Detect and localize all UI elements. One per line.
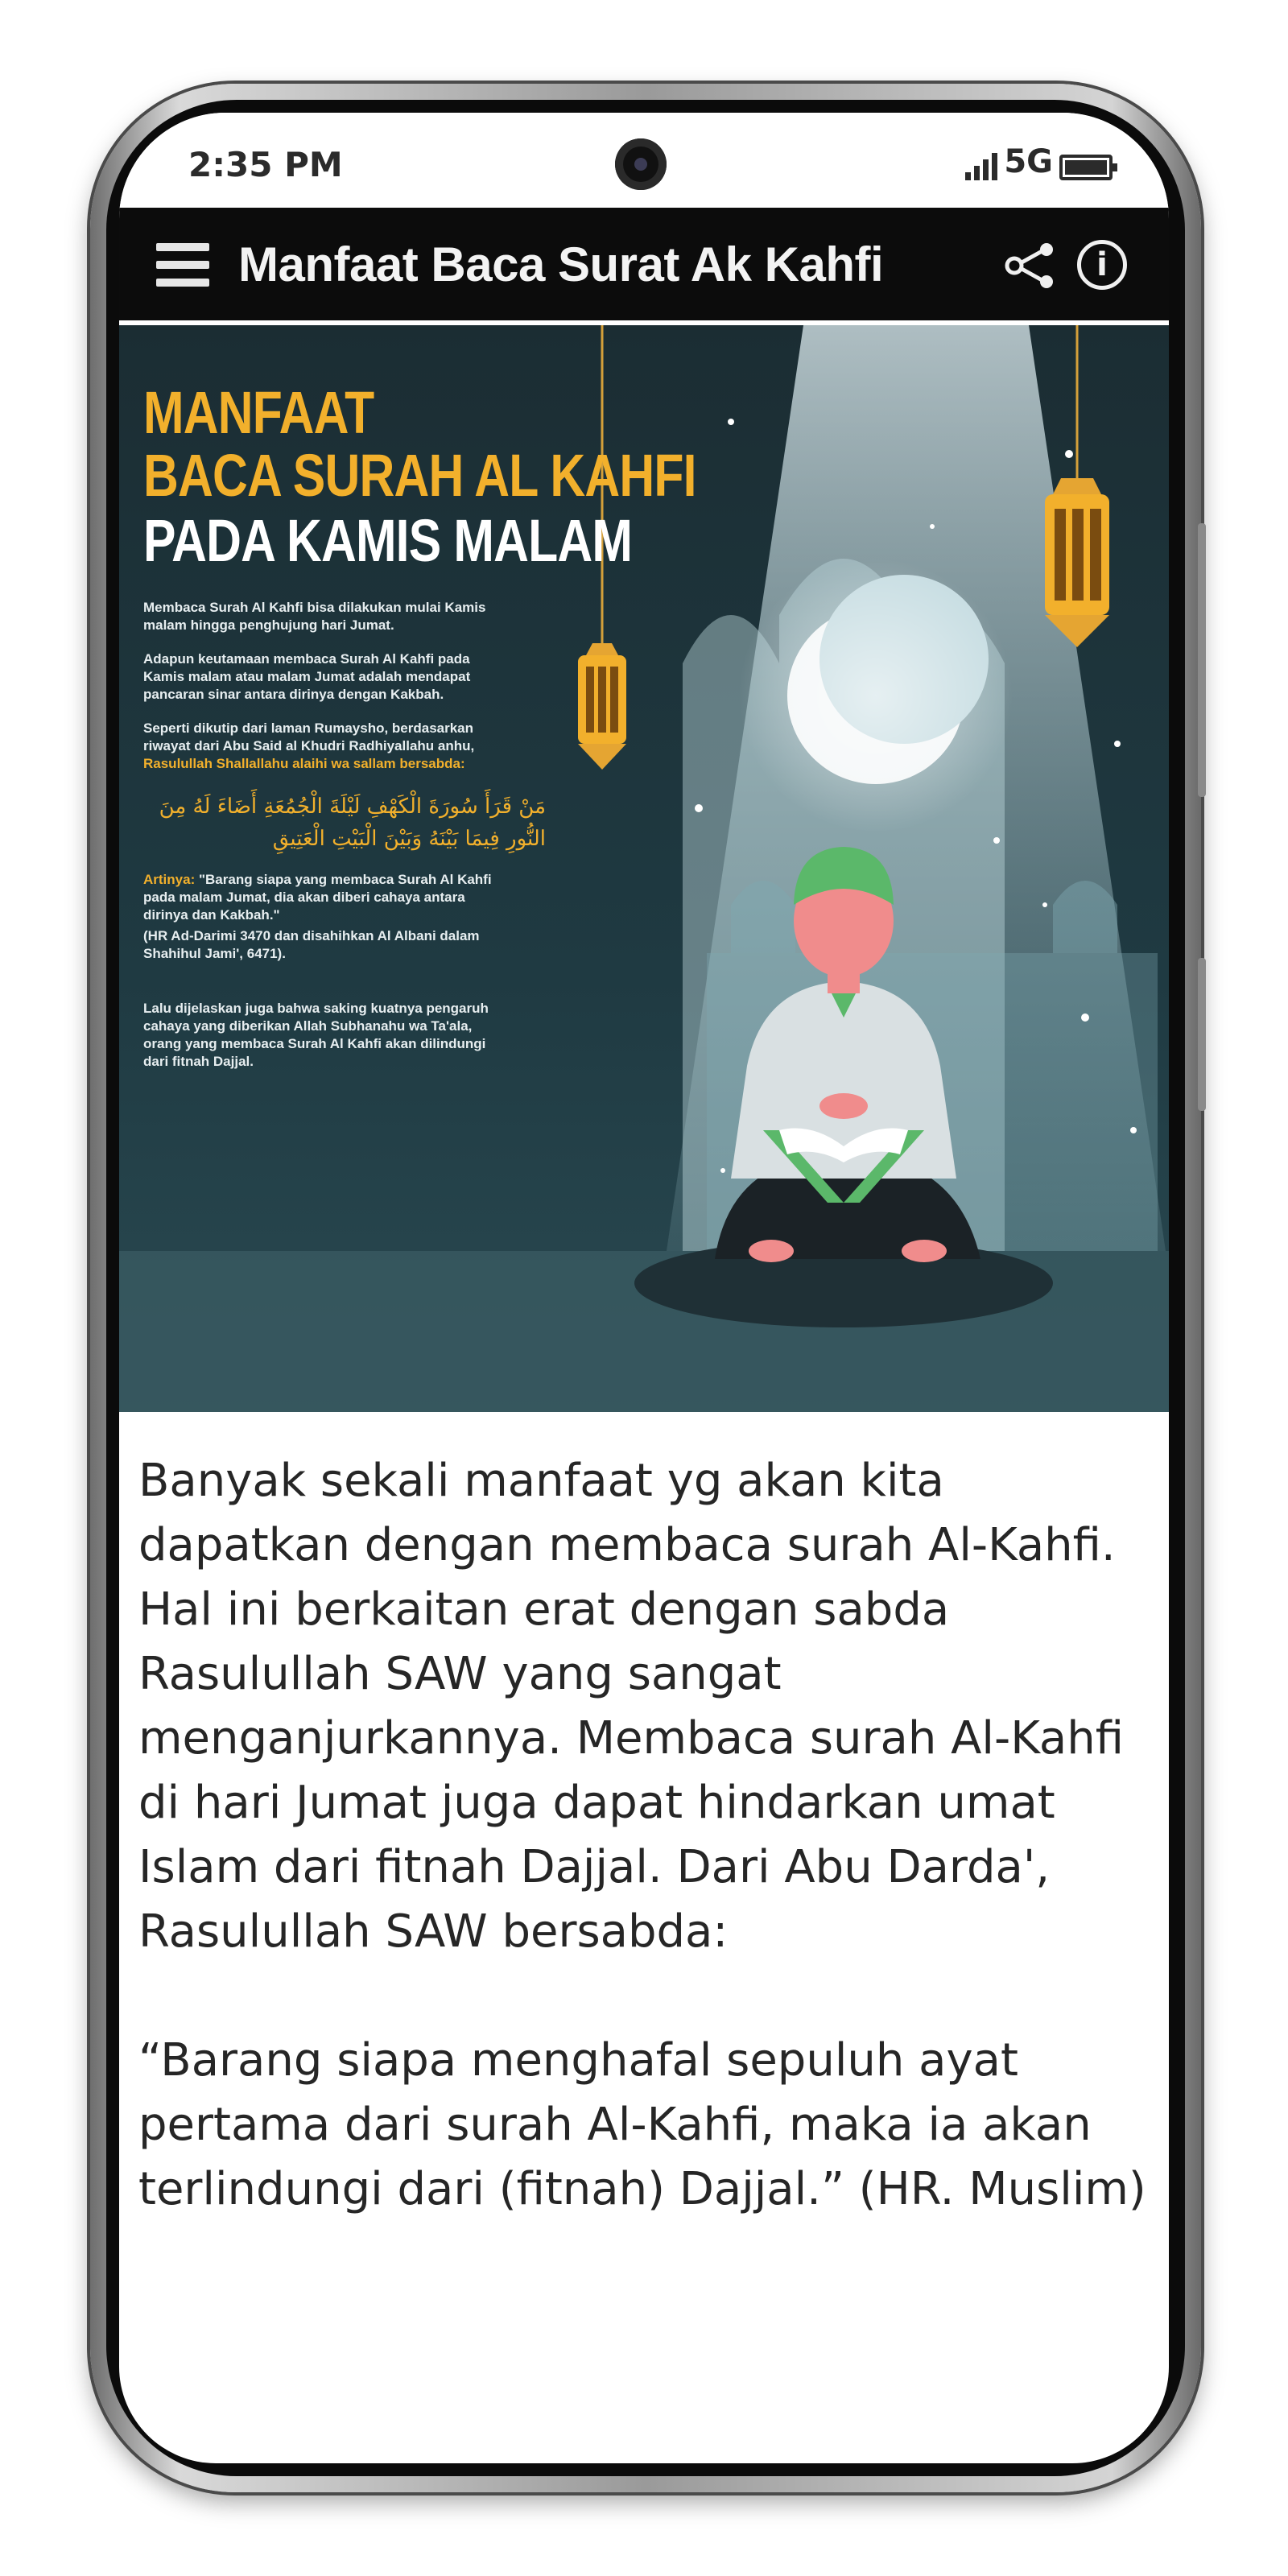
article-quote: “Barang siapa menghafal sepuluh ayat pertama dari surah Al-Kahfi, maka ia akan terlindungi dari (fitnah) Dajjal.” (HR. Muslim) xyxy=(138,2034,1146,2215)
status-time: 2:35 PM xyxy=(188,145,343,184)
network-type: 5G xyxy=(1004,143,1053,180)
phone-side-button xyxy=(1198,958,1206,1111)
banner-paragraph: Lalu dijelaskan juga bahwa saking kuatnya pengaruh cahaya yang diberikan Allah Subhanahu wa Ta'ala, orang yang membaca Surah Al Kahfi akan dilindungi dari fitnah Dajjal. xyxy=(143,1001,489,1069)
battery-icon xyxy=(1059,155,1113,180)
status-indicators xyxy=(965,143,1113,180)
app-bar xyxy=(119,208,1169,325)
banner-highlight: Rasulullah Shallallahu alaihi wa sallam bersabda: xyxy=(143,756,465,771)
phone-side-button xyxy=(1198,523,1206,797)
banner-title-line2: BACA SURAH AL KAHFI xyxy=(143,442,696,509)
article-banner-image xyxy=(119,325,1169,1412)
banner-paragraph: Membaca Surah Al Kahfi bisa dilakukan mulai Kamis malam hingga penghujung hari Jumat. xyxy=(143,600,486,633)
banner-title-line3: PADA KAMIS MALAM xyxy=(143,507,633,574)
banner-paragraph-text: Seperti dikutip dari laman Rumaysho, berdasarkan riwayat dari Abu Said al Khudri Radhiyallahu anhu, xyxy=(143,720,475,753)
banner-paragraph xyxy=(143,871,514,924)
banner-paragraph: (HR Ad-Darimi 3470 dan disahihkan Al Albani dalam Shahihul Jami', 6471). xyxy=(143,928,480,961)
article-body xyxy=(138,1449,1153,2222)
article-paragraph: Banyak sekali manfaat yg akan kita dapatkan dengan membaca surah Al-Kahfi. Hal ini berkaitan erat dengan sabda Rasulullah SAW yang sangat menganjurkannya. Membaca surah Al-Kahfi di hari Jumat juga dapat hindarkan umat Islam dari fitnah Dajjal. Dari Abu Darda', Rasulullah SAW bersabda: xyxy=(138,1455,1125,1958)
banner-paragraph-text: "Barang siapa yang membaca Surah Al Kahfi pada malam Jumat, dia akan diberi cahaya antara dirinya dan Kakbah." xyxy=(143,872,492,923)
banner-title-line1: MANFAAT xyxy=(143,379,374,446)
banner-paragraph: Adapun keutamaan membaca Surah Al Kahfi pada Kamis malam atau malam Jumat adalah mendapat pancaran sinar antara dirinya dengan Kakbah. xyxy=(143,651,471,702)
banner-paragraph xyxy=(143,720,514,773)
share-icon[interactable] xyxy=(1003,242,1061,290)
status-bar xyxy=(119,113,1169,208)
info-icon[interactable]: i xyxy=(1077,240,1127,290)
phone-screen xyxy=(119,113,1169,2463)
banner-arabic-text: مَنْ قَرَأَ سُورَةَ الْكَهْفِ لَيْلَةَ الْجُمُعَةِ أَضَاءَ لَهُ مِنَ النُّورِ فِيمَا بَيْنَهُ وَبَيْنَ الْبَيْتِ الْعَتِيقِ xyxy=(159,795,546,851)
lantern-right xyxy=(1045,325,1109,647)
signal-icon xyxy=(965,151,997,180)
hamburger-menu-icon[interactable] xyxy=(156,243,209,287)
front-camera xyxy=(615,138,667,190)
banner-text xyxy=(143,379,696,1071)
banner-highlight: Artinya: xyxy=(143,872,196,887)
page-title: Manfaat Baca Surat Ak Kahfi xyxy=(238,237,884,291)
